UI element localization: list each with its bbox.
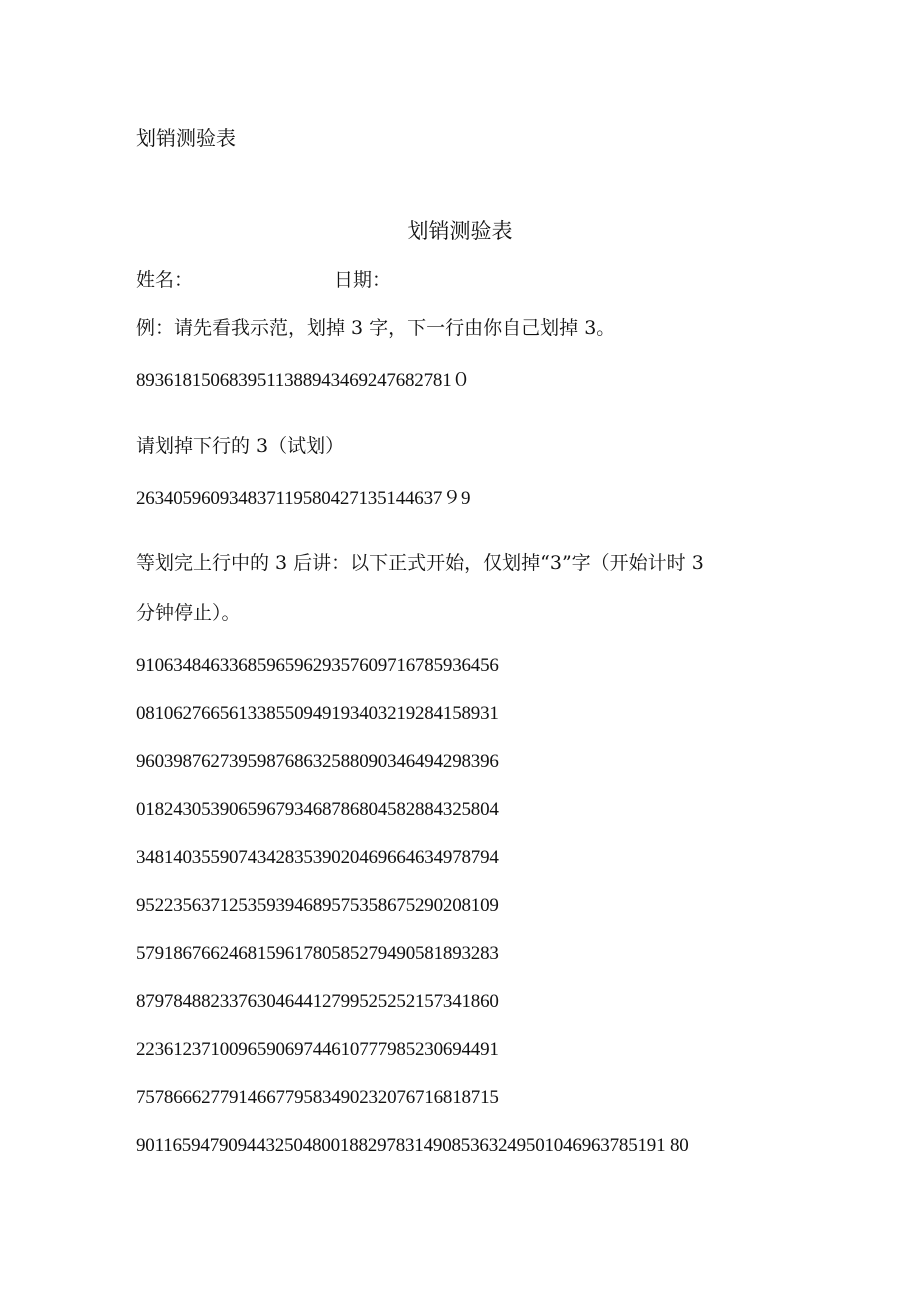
test-digit-row: 960398762739598768632588090346494298396 — [136, 751, 499, 772]
test-digit-row: 757866627791466779583490232076716818715 — [136, 1087, 499, 1108]
page-title: 划销测验表 — [407, 219, 513, 243]
name-label: 姓名： — [136, 269, 194, 291]
test-digit-row: 223612371009659069744610777985230694491 — [136, 1039, 499, 1060]
test-digit-row: 579186766246815961780585279490581893283 — [136, 943, 499, 964]
formal-instruction-line-2: 分钟停止）。 — [136, 602, 241, 624]
trial-instruction: 请划掉下行的 3（试划） — [136, 435, 345, 457]
formal-instruction-line-1: 等划完上行中的 3 后讲：以下正式开始，仅划掉“3”字（开始计时 3 — [136, 552, 704, 574]
example-digit-row: 8936181506839511388943469247682781０ — [136, 370, 471, 391]
test-digit-row: 018243053906596793468786804582884325804 — [136, 799, 499, 820]
date-label: 日期： — [334, 269, 392, 291]
name-date-row — [136, 268, 392, 292]
test-digit-row: 910634846336859659629357609716785936456 — [136, 655, 499, 676]
test-digit-row: 879784882337630464412799525252157341860 — [136, 991, 499, 1012]
test-digit-row: 901165947909443250480018829783149085363249501046963785191 80 — [136, 1135, 689, 1156]
document-header-title: 划销测验表 — [136, 126, 236, 150]
trial-digit-row: 263405960934837119580427135144637９9 — [136, 488, 471, 509]
test-digit-row: 952235637125359394689575358675290208109 — [136, 895, 499, 916]
example-instruction: 例：请先看我示范，划掉 3 字，下一行由你自己划掉 3。 — [136, 317, 616, 339]
test-digit-row: 348140355907434283539020469664634978794 — [136, 847, 499, 868]
test-digit-row: 081062766561338550949193403219284158931 — [136, 703, 499, 724]
